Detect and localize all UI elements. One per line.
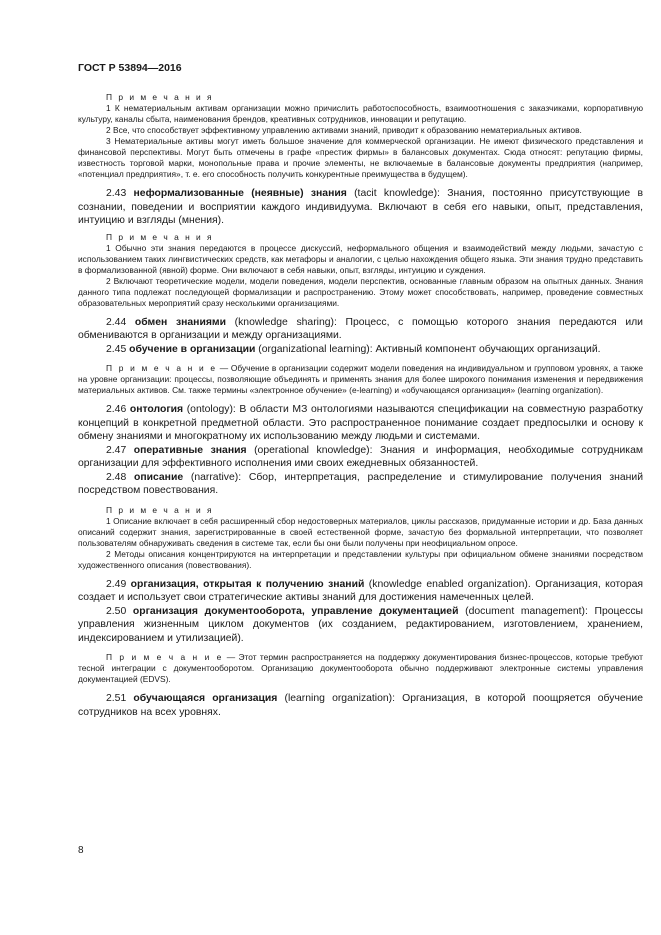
note-item: 1 К нематериальным активам организации можно причислить работоспособность, взаимоотношения с заказчиками, корпоративную культуру, каналы сбыта, наименования брендов, креативных сотрудников, инновации и репутацию. bbox=[78, 103, 643, 124]
term-name: организация документооборота, управление документацией bbox=[132, 605, 459, 617]
note-item: 3 Нематериальные активы могут иметь большое значение для коммерческой организации. Не имеют физического представления и финансовой перспективы. Могут быть отмечены в графе «престиж фирмы» в балансовых документах. Сюда относят: репутацию фирмы, известность торговой марки, монопольные права и прочие элементы, не включаемые в балансовые документы предприятия (например, «потенциал предприятия», т. е. его способность получить конкурентные преимущества в будущем). bbox=[78, 136, 643, 179]
note-item: 1 Обычно эти знания передаются в процессе дискуссий, неформального общения и взаимодействий между людьми, зачастую с использованием таких лингвистических средств, как метафоры и аналогии, с целью нахождения общего языка. Эти знания трудно представить в формализованной (явной) форме. Они включают в себя навыки, опыт, взгляды, интуицию и суждения. bbox=[78, 242, 643, 275]
term-definition: (knowledge sharing): Процесс, с помощью которого знания передаются или обмениваются в организации и между организациями. bbox=[78, 316, 643, 341]
notes-label: П р и м е ч а н и я bbox=[106, 504, 214, 515]
term-number: 2.43 bbox=[106, 188, 127, 199]
term-name: оперативные знания bbox=[133, 444, 247, 456]
term-number: 2.49 bbox=[106, 578, 127, 590]
term-entry-2-43 bbox=[78, 187, 643, 228]
note-label: П р и м е ч а н и е bbox=[106, 363, 218, 373]
term-name: обучающаяся организация bbox=[133, 693, 278, 704]
term-name: обучение в организации bbox=[129, 343, 256, 355]
term-number: 2.44 bbox=[106, 316, 127, 328]
term-definition: (learning organization): Организация, в которой поощряется обучение сотрудников на всех уровнях. bbox=[78, 693, 643, 718]
term-number: 2.50 bbox=[106, 605, 127, 617]
term-name: онтология bbox=[129, 404, 184, 415]
term-entry-2-48 bbox=[78, 471, 643, 498]
term-name: описание bbox=[133, 471, 184, 483]
term-entry-2-51 bbox=[78, 692, 643, 719]
note-item: 2 Методы описания концентрируются на интерпретации и представлении культуры при официальном обмене знаниями посредством художественного описания (повествования). bbox=[78, 548, 643, 570]
term-entry-2-44 bbox=[78, 316, 643, 343]
term-note-2-50 bbox=[78, 652, 643, 685]
term-definition: (tacit knowledge): Знания, постоянно присутствующие в сознании, поведении и восприятии каждого индивидуума. Включают в себя его навыки, опыт, представления, интуицию и взгляды (мнения). bbox=[78, 188, 643, 226]
term-entry-2-47 bbox=[78, 444, 643, 471]
term-definition: (operational knowledge): Знания и информация, необходимые сотрудникам организации для эффективного исполнения ими своих ежедневных обязанностей. bbox=[78, 444, 643, 469]
note-text: — Этот термин распространяется на поддержку документирования бизнес-процессов, которые требуют тесной интеграции с документооборотом. Организацию документооборота обычно поддерживают электронные системы управления документацией (EDVS). bbox=[78, 652, 643, 684]
notes-label: П р и м е ч а н и я bbox=[106, 92, 214, 102]
term-number: 2.47 bbox=[106, 444, 127, 456]
notes-label: П р и м е ч а н и я bbox=[106, 231, 214, 242]
term-number: 2.48 bbox=[106, 471, 127, 483]
term-definition: (knowledge enabled organization). Организация, которая создает и использует свои стратегические активы знаний для достижения намеченных целей. bbox=[78, 578, 644, 603]
term-entry-2-46 bbox=[78, 403, 643, 444]
document-body bbox=[78, 92, 643, 719]
term-entry-2-45 bbox=[78, 343, 643, 357]
term-number: 2.51 bbox=[106, 693, 127, 704]
note-text: — Обучение в организации содержит модели поведения на индивидуальном и групповом уровнях, а также на уровне организации: процессы, позволяющие объединять и применять знания для более широкого понимания изменения и передвижения материальных активов. См. также термины «электронное обучение» (e-learning) и «обучающаяся организация» (learning organization). bbox=[78, 363, 643, 395]
term-definition: (document management): Процессы управления жизненным циклом документов (их созданием, редактированием, изготовлением, хранением, индексированием и утилизацией). bbox=[78, 605, 643, 644]
term-name: организация, открытая к получению знаний bbox=[130, 578, 365, 590]
term-definition: (organizational learning): Активный компонент обучающих организаций. bbox=[255, 343, 601, 355]
term-entry-2-49 bbox=[78, 578, 643, 605]
note-item: 2 Включают теоретические модели, модели поведения, модели перспектив, основанные главным образом на опытных данных. Знания данного типа подлежат последующей формализации и распространению. Этому может способствовать, например, проведение совместных образовательных мероприятий сразу несколькими организациями. bbox=[78, 275, 643, 308]
term-number: 2.45 bbox=[106, 343, 127, 355]
term-note-2-45 bbox=[78, 363, 643, 396]
term-entry-2-50 bbox=[78, 605, 643, 646]
document-header: ГОСТ Р 53894—2016 bbox=[78, 62, 182, 74]
note-item: 2 Все, что способствует эффективному управлению активами знаний, приводит к образованию нематериальных активов. bbox=[106, 125, 582, 135]
note-item: 1 Описание включает в себя расширенный сбор недостоверных материалов, циклы рассказов, придуманные истории и др. База данных описаний содержит знания, зарегистрированные в своей естественной форме, зачастую без формальной интерпретации, что позволяет пользователям обнаруживать сведения в системе так, если бы они были получены при неофициальном опросе. bbox=[78, 515, 643, 548]
term-name: обмен знаниями bbox=[134, 316, 226, 328]
term-definition: (ontology): В области МЗ онтологиями называются спецификации на совместную разработку концепций в конкретной предметной области. Это распространенное понимание создает предпосылки и основу к обмену знаниями и многократному их использованию между людьми и системами. bbox=[78, 404, 643, 442]
term-definition: (narrative): Сбор, интерпретация, распределение и стимулирование получения знаний посредством повествования. bbox=[78, 471, 643, 496]
note-label: П р и м е ч а н и е bbox=[106, 652, 224, 662]
term-name: неформализованные (неявные) знания bbox=[133, 188, 347, 199]
page-number: 8 bbox=[78, 845, 84, 856]
term-number: 2.46 bbox=[106, 404, 127, 415]
